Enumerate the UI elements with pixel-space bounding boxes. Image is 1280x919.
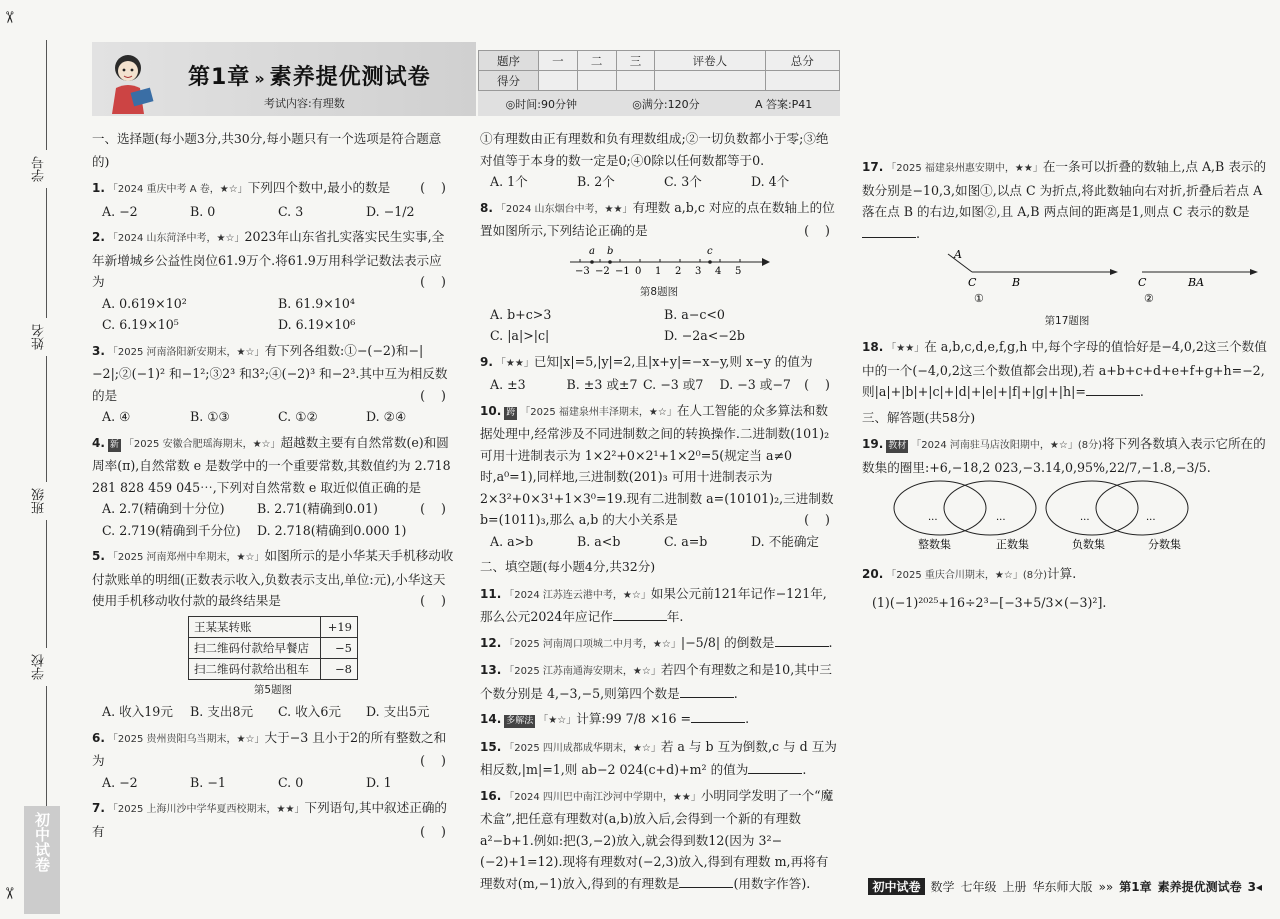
- question-6: [92, 727, 454, 794]
- question-text: 计算:99 7/8 ×16 =: [576, 711, 692, 726]
- section-note: (每小题3分,共30分,每小题只有一个选项是符合题意的): [92, 131, 442, 169]
- score-table: [478, 50, 840, 91]
- answer-blank[interactable]: [679, 874, 733, 888]
- question-number: 9.: [480, 354, 493, 369]
- question-source: 「2025 重庆合川期末，★☆」(8分): [886, 569, 1047, 581]
- question-source: 「★★」: [495, 357, 534, 369]
- options: [92, 201, 454, 223]
- question-tail: .: [802, 762, 807, 777]
- figure-caption: 第8题图: [639, 286, 679, 298]
- point-label-ba: BA: [1188, 276, 1205, 289]
- column-2: [480, 128, 838, 894]
- score-entry-cell[interactable]: [577, 71, 616, 91]
- option-c[interactable]: C. 6.19×10⁵: [102, 317, 179, 332]
- mascot-illustration: [98, 48, 162, 114]
- answer-blank[interactable]: [1086, 382, 1140, 396]
- point-label: c: [707, 245, 713, 257]
- question-number: 20.: [862, 566, 884, 581]
- point-marker: [708, 260, 712, 264]
- options: [92, 772, 454, 794]
- point-label: b: [607, 245, 614, 257]
- answer-blank[interactable]: [691, 709, 745, 723]
- options: [480, 171, 838, 193]
- score-label-cell: 得分: [479, 71, 539, 91]
- point-label-c: C: [968, 276, 977, 289]
- options: [92, 498, 412, 541]
- option-c[interactable]: C. 2.719(精确到千分位): [102, 522, 241, 538]
- footer-term: 上册: [1002, 880, 1027, 894]
- option-d[interactable]: D. −2a<−2b: [664, 328, 745, 343]
- question-tail: .: [916, 225, 921, 241]
- option-b[interactable]: B. a−c<0: [664, 306, 725, 322]
- answer-bracket[interactable]: ( ): [420, 593, 446, 608]
- question-text: 在一条可以折叠的数轴上,点 A,B 表示的数分别是−10,3,如图①,以点 C 为折点,将此数轴向右对折,折叠后若点 A 落在点 B 的右边,如图②,且 A,B 两点间的距离是1,则点 C 表示的数是: [862, 159, 1267, 219]
- option-a[interactable]: A. b+c>3: [490, 306, 552, 322]
- option-b[interactable]: B. 2个: [577, 174, 615, 189]
- binding-strip: [0, 0, 70, 919]
- section-title: 二、填空题: [480, 559, 543, 574]
- question-source: 「2025 福建泉州丰泽期末，★☆」: [520, 406, 677, 418]
- column-3: [862, 36, 1272, 614]
- bill-row: [189, 637, 358, 658]
- option-a[interactable]: A. −2: [102, 774, 138, 790]
- page-number: 3◂: [1247, 879, 1262, 894]
- question-tail: (用数字作答).: [733, 875, 811, 891]
- tick-label: 2: [675, 265, 682, 276]
- score-entry-cell[interactable]: [616, 71, 655, 91]
- option-d[interactable]: D. 4个: [751, 174, 790, 189]
- answer-bracket[interactable]: ( ): [804, 377, 830, 392]
- option-b[interactable]: B. −1: [190, 774, 226, 790]
- point-marker: [590, 260, 594, 264]
- answer-bracket[interactable]: ( ): [420, 753, 446, 768]
- question-source: 「2024 河南驻马店汝阳期中，★☆」(8分): [911, 440, 1103, 451]
- integer-set-label: 整数集: [918, 538, 951, 551]
- options: [480, 304, 838, 347]
- positive-set-circle[interactable]: [944, 481, 1036, 535]
- option-a[interactable]: A. ±3: [490, 377, 526, 392]
- question-source: 「★☆」: [538, 715, 577, 726]
- score-entry-cell[interactable]: [655, 71, 765, 91]
- column-1: [92, 128, 454, 842]
- option-a[interactable]: A. −2: [102, 203, 138, 219]
- option-d[interactable]: D. 不能确定: [751, 533, 820, 549]
- answer-page: A 答案:P41: [754, 98, 813, 111]
- question-text: 在 a,b,c,d,e,f,g,h 中,每个字母的值恰好是−4,0,2这三个数值中的一个(−4,0,2这三个数值都会出现),若 a+b+c+d+e+f+g+h=−2,则|a|+|b|+|c|+|d|+|e|+|f|+|g|+|h|=: [862, 339, 1267, 399]
- bill-item: 扫二维码付款给早餐店: [189, 637, 321, 658]
- answer-bracket[interactable]: ( ): [420, 823, 446, 839]
- option-d[interactable]: D. −3 或−7: [719, 377, 791, 392]
- option-a[interactable]: A. a>b: [490, 533, 534, 549]
- question-10: [480, 400, 838, 553]
- question-12: [480, 632, 838, 656]
- point-label-b: B: [1012, 276, 1021, 289]
- question-source: 「2025 上海川沙中学华夏西校期末，★★」: [107, 804, 305, 815]
- question-source: 「2025 安徽合肥瑶海期末，★☆」: [123, 438, 281, 450]
- option-d[interactable]: D. 2.718(精确到0.000 1): [257, 522, 407, 538]
- footer-grade: 七年级: [960, 880, 997, 894]
- point-label: a: [589, 245, 595, 257]
- option-a[interactable]: A. ④: [102, 409, 131, 424]
- option-b[interactable]: B. a<b: [577, 533, 621, 549]
- question-19: [862, 433, 1272, 559]
- bill-table: [188, 616, 358, 680]
- scissor-icon: ✂: [0, 886, 20, 901]
- bill-row: [189, 616, 358, 637]
- full-score: ◎满分:120分: [632, 98, 700, 111]
- fold-figure: [862, 244, 1262, 304]
- tick-label: −3: [575, 265, 590, 276]
- question-5: [92, 545, 454, 723]
- set-diagram: [862, 478, 1272, 552]
- option-d[interactable]: D. 1: [366, 774, 392, 790]
- option-c[interactable]: C. −3 或7: [643, 377, 704, 392]
- bill-item: 王某某转账: [189, 616, 321, 637]
- option-c[interactable]: C. 收入6元: [278, 704, 341, 719]
- question-2: [92, 226, 454, 336]
- question-source: 「2025 河南郑州中牟期末，★☆」: [107, 552, 265, 563]
- options: [480, 374, 796, 396]
- footer-chapter: 第1章: [1119, 880, 1152, 894]
- question-17: [862, 156, 1272, 332]
- option-b[interactable]: B. 支出8元: [190, 704, 254, 719]
- footer-edition: 华东师大版: [1032, 880, 1093, 894]
- question-15: [480, 736, 838, 781]
- question-text: 将下列各数填入表示它所在的数集的圈里:+6,−18,2 023,−3.14,0,95%,22/7,−1.8,−3/5.: [862, 436, 1266, 475]
- question-tail: 年.: [666, 609, 684, 624]
- student-id-label: 学号: [30, 150, 49, 188]
- option-a[interactable]: A. 0.619×10²: [102, 295, 187, 311]
- section-note: (每小题4分,共32分): [542, 559, 656, 574]
- question-text: 下列语句,其中叙述正确的有: [92, 800, 448, 839]
- answer-bracket[interactable]: ( ): [804, 512, 830, 527]
- option-c[interactable]: C. 3: [278, 203, 304, 219]
- question-number: 8.: [480, 200, 493, 215]
- question-number: 14.: [480, 712, 502, 726]
- question-source: 「2025 江苏南通海安期末，★☆」: [504, 666, 661, 677]
- footer-subject: 数学: [930, 880, 955, 894]
- question-number: 1.: [92, 181, 105, 195]
- question-text: 在人工智能的众多算法和数据处理中,经常涉及不同进制数之间的转换操作.二进制数(101)₂ 可用十进制表示为 1×2²+0×2¹+1×2⁰=5(规定当 a≠0 时,a⁰=1),同样地,三进制数(201)₃ 可用十进制表示为 2×3²+0×3¹+1×3⁰=19.现有二进制数 a=(10101)₂,三进制数 b=(1011)₃,那么 a,b 的大小关系是: [480, 402, 834, 527]
- chapter-title: [188, 60, 431, 91]
- options: [480, 531, 838, 553]
- tick-label: −2: [595, 265, 610, 276]
- ellipsis: ...: [996, 512, 1006, 523]
- option-d[interactable]: D. −1/2: [366, 203, 415, 219]
- question-3: [92, 340, 454, 428]
- question-4: [92, 432, 454, 542]
- answer-bracket[interactable]: ( ): [420, 274, 446, 289]
- question-source: 「2025 河南洛阳新安期末，★☆」: [107, 346, 265, 358]
- question-text: 若四个有理数之和是10,其中三个数分别是 4,−3,−5,则第四个数是: [480, 662, 832, 701]
- question-number: 6.: [92, 730, 105, 745]
- question-tail: .: [1139, 384, 1144, 399]
- question-20: [862, 563, 1272, 614]
- question-source: 「2025 四川成都成华期末，★☆」: [504, 742, 661, 754]
- answer-blank[interactable]: [775, 633, 829, 647]
- footer-title: 素养提优测试卷: [1157, 880, 1242, 894]
- section-title: 三、解答题: [862, 409, 925, 425]
- score-entry-cell[interactable]: [539, 71, 578, 91]
- question-number: 10.: [480, 403, 502, 418]
- point-label-a: A: [954, 248, 962, 261]
- fraction-set-circle[interactable]: [1096, 481, 1188, 535]
- option-d[interactable]: D. 6.19×10⁶: [278, 317, 356, 332]
- figure-caption: 第17题图: [1044, 314, 1090, 327]
- exam-scope: 考试内容:有理数: [264, 97, 345, 110]
- section-solve: [862, 407, 1272, 430]
- score-header-cell: 题序: [479, 51, 539, 71]
- question-number: 18.: [862, 340, 884, 354]
- negative-set-label: 负数集: [1072, 538, 1105, 551]
- question-source: 「2024 山东菏泽中考，★☆」: [107, 233, 245, 244]
- question-text: |−5/8| 的倒数是: [680, 634, 775, 650]
- option-b[interactable]: B. ±3 或±7: [566, 377, 638, 392]
- option-c[interactable]: C. 0: [278, 774, 304, 790]
- question-18: [862, 336, 1272, 403]
- score-header-cell: 一: [539, 51, 578, 71]
- options: [92, 293, 454, 336]
- question-number: 5.: [92, 549, 105, 563]
- question-number: 13.: [480, 663, 502, 677]
- page-footer: [868, 878, 1262, 895]
- question-8: [480, 197, 838, 347]
- option-a[interactable]: A. 1个: [490, 174, 528, 189]
- question-source: 「2024 山东烟台中考，★★」: [495, 203, 633, 215]
- tick-label: 4: [715, 265, 722, 276]
- question-number: 12.: [480, 635, 502, 650]
- tick-label: −1: [615, 265, 630, 276]
- option-b[interactable]: B. 61.9×10⁴: [278, 295, 355, 311]
- option-c[interactable]: C. ①②: [278, 409, 318, 424]
- axis-arrow: [1110, 269, 1118, 275]
- side-logo: [24, 806, 60, 914]
- integer-set-circle[interactable]: [894, 481, 986, 535]
- tick-label: 5: [735, 265, 742, 276]
- question-number: 3.: [92, 343, 105, 358]
- answer-bracket[interactable]: ( ): [420, 180, 446, 195]
- new-badge: 新: [109, 439, 119, 450]
- question-number: 16.: [480, 788, 502, 803]
- question-source: 「2025 河南周口项城二中月考，★☆」: [504, 638, 681, 650]
- point-marker: [608, 260, 612, 264]
- cross-badge: 跨: [506, 407, 516, 418]
- question-text: 如果公元前121年记作−121年,那么公元2024年应记作: [480, 585, 827, 624]
- option-a[interactable]: A. 2.7(精确到十分位): [102, 501, 225, 516]
- question-tail: .: [828, 634, 833, 650]
- bill-amount: −5: [321, 637, 358, 658]
- option-c[interactable]: C. 3个: [664, 174, 702, 189]
- axis-arrow: [1250, 269, 1258, 275]
- question-text: 大于−3 且小于2的所有整数之和为: [92, 729, 447, 768]
- bill-amount: +19: [321, 616, 358, 637]
- chapter-number: 第1章: [188, 65, 251, 90]
- question-number: 4.: [92, 435, 105, 450]
- textbook-badge: 教材: [888, 441, 907, 451]
- bill-amount: −8: [321, 658, 358, 679]
- question-13: [480, 659, 838, 704]
- ellipsis: ...: [1146, 512, 1156, 523]
- question-9: [480, 351, 838, 396]
- question-number: 15.: [480, 739, 502, 754]
- expression: (1)(−1)²⁰²⁵+16÷2³−[−3+5/3×(−3)²].: [872, 595, 1107, 610]
- question-tail: .: [745, 711, 750, 726]
- fraction-set-label: 分数集: [1148, 538, 1181, 551]
- question-source: 「2025 福建泉州惠安期中，★★」: [886, 163, 1043, 174]
- figure-2-label: ②: [1144, 292, 1154, 304]
- title-separator: »: [254, 69, 266, 88]
- question-number: 19.: [862, 437, 884, 451]
- question-number: 7.: [92, 801, 105, 815]
- footer-separator: »»: [1098, 879, 1114, 894]
- question-text: 有理数 a,b,c 对应的点在数轴上的位置如图所示,下列结论正确的是: [480, 199, 835, 238]
- question-source: 「2024 重庆中考 A 卷，★☆」: [107, 184, 248, 195]
- option-b[interactable]: B. 0: [190, 203, 216, 219]
- tick-label: 0: [635, 265, 642, 276]
- answer-blank[interactable]: [613, 607, 667, 621]
- class-label: 班级: [30, 482, 49, 520]
- question-number: 17.: [862, 160, 884, 174]
- question-source: 「2024 四川巴中南江沙河中学期中，★★」: [504, 791, 701, 803]
- question-source: 「2024 江苏连云港中考，★☆」: [504, 589, 651, 601]
- option-c[interactable]: C. a=b: [664, 533, 708, 549]
- figure-1-label: ①: [974, 292, 984, 304]
- tick-label: 3: [695, 265, 702, 276]
- ellipsis: ...: [1080, 512, 1090, 523]
- test-title: 素养提优测试卷: [269, 65, 431, 90]
- title-banner: [92, 42, 476, 116]
- exam-page: [72, 0, 1280, 919]
- school-label: 学校: [30, 648, 49, 686]
- question-tail: .: [733, 685, 738, 701]
- question-text: 下列四个数中,最小的数是: [247, 180, 391, 195]
- point-label-c: C: [1138, 276, 1147, 289]
- figure-caption: 第5题图: [253, 683, 293, 696]
- question-number: 11.: [480, 586, 502, 601]
- bill-item: 扫二维码付款给出租车: [189, 658, 321, 679]
- time-limit: ◎时间:90分钟: [505, 98, 577, 111]
- score-header-cell: 总分: [765, 51, 840, 71]
- answer-blank[interactable]: [862, 224, 916, 238]
- section-note: (共58分): [924, 409, 976, 425]
- scissor-icon: ✂: [0, 10, 20, 25]
- question-16-start: [480, 785, 838, 895]
- answer-bracket[interactable]: ( ): [420, 501, 446, 516]
- option-d[interactable]: D. ②④: [366, 409, 407, 424]
- question-source: 「★★」: [886, 343, 925, 354]
- question-text: 计算.: [1047, 565, 1077, 581]
- answer-bracket[interactable]: ( ): [804, 223, 830, 238]
- score-entry-cell[interactable]: [765, 71, 840, 91]
- section-choice: [92, 128, 454, 173]
- score-header-cell: 三: [616, 51, 655, 71]
- question-text: 超越数主要有自然常数(e)和圆周率(π),自然常数 e 是数学中的一个重要常数,其数值约为 2.718 281 828 459 045⋯,下列对自然常数 e 取近似值正确的是: [92, 434, 451, 495]
- section-title: 一、选择题: [92, 131, 155, 146]
- score-header-cell: 评卷人: [655, 51, 765, 71]
- question-text: 有下列各组数:①−(−2)和−|−2|;②(−1)² 和−1²;③2³ 和3²;④(−2)³ 和−2³.其中互为相反数的是: [92, 342, 448, 403]
- number-line-figure: [480, 242, 838, 276]
- score-panel: [478, 50, 840, 116]
- question-11: [480, 583, 838, 628]
- tick-label: 1: [655, 265, 662, 276]
- score-header-cell: 二: [577, 51, 616, 71]
- multi-method-badge: 多解法: [506, 716, 534, 726]
- option-b[interactable]: B. 2.71(精确到0.01): [257, 501, 378, 516]
- bill-row: [189, 658, 358, 679]
- option-b[interactable]: B. ①③: [190, 409, 230, 424]
- question-number: 2.: [92, 230, 105, 244]
- question-text: 小明同学发明了一个“魔术盒”,把任意有理数对(a,b)放入后,会得到一个新的有理数 a²−b+1.例如:把(3,−2)放入,就会得到数12(因为 3²−(−2)+1=12).现将有理数对(−2,3)放入,得到有理数 m,再将有理数对(m,−1)放入,得到的有理数是: [480, 787, 834, 891]
- question-14: [480, 708, 838, 732]
- question-source: 「2025 贵州贵阳乌当期末，★☆」: [107, 733, 265, 745]
- question-1: [92, 177, 454, 222]
- positive-set-label: 正数集: [996, 538, 1029, 551]
- name-label: 姓名: [30, 318, 49, 356]
- exam-header: [92, 42, 840, 116]
- question-7-continued: ①有理数由正有理数和负有理数组成;②一切负数都小于零;③绝对值等于本身的数一定是0;④0除以任何数都等于0.: [480, 131, 829, 168]
- question-text: 已知|x|=5,|y|=2,且|x+y|=−x−y,则 x−y 的值为: [533, 353, 813, 369]
- question-text: 若 a 与 b 互为倒数,c 与 d 互为相反数,|m|=1,则 ab−2 024(c+d)+m² 的值为: [480, 738, 837, 777]
- question-text: 如图所示的是小华某天手机移动收付款账单的明细(正数表示收入,负数表示支出,单位:元),小华这天使用手机移动收付款的最终结果是: [92, 548, 454, 608]
- section-fill: [480, 556, 838, 579]
- axis-arrow: [762, 258, 770, 266]
- options: [92, 701, 454, 723]
- question-text: 2023年山东省扎实落实民生实事,全年新增城乡公益性岗位61.9万个.将61.9万用科学记数法表示应为: [92, 229, 445, 289]
- option-c[interactable]: C. |a|>|c|: [490, 328, 550, 343]
- answer-blank[interactable]: [680, 684, 734, 698]
- options: [92, 406, 454, 428]
- question-7: [92, 797, 454, 842]
- answer-blank[interactable]: [748, 760, 802, 774]
- option-a[interactable]: A. 收入19元: [102, 704, 173, 719]
- option-d[interactable]: D. 支出5元: [366, 704, 430, 719]
- negative-set-circle[interactable]: [1046, 481, 1138, 535]
- side-logo-text: 初中试卷: [33, 812, 51, 872]
- answer-bracket[interactable]: ( ): [420, 387, 446, 403]
- exam-meta: [478, 96, 840, 112]
- footer-brand: 初中试卷: [868, 878, 924, 895]
- ellipsis: ...: [928, 512, 938, 523]
